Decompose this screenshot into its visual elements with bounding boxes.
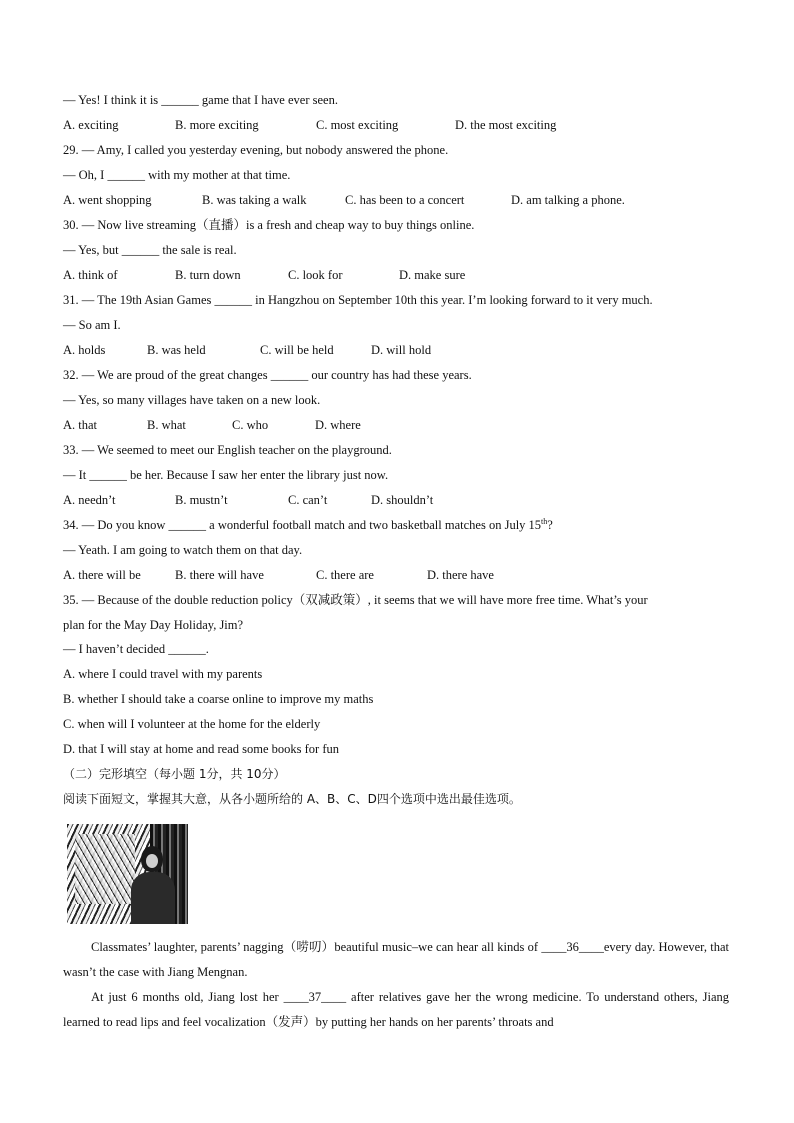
q30-question: 30. — Now live streaming（直播）is a fresh and cheap way to buy things online. bbox=[63, 218, 475, 232]
q29-question: 29. — Amy, I called you yesterday evening, but nobody answered the phone. bbox=[63, 143, 449, 157]
photo-person-face bbox=[146, 854, 158, 868]
q33-option-b: B. mustn’t bbox=[175, 493, 228, 507]
passage-paragraph-2 bbox=[63, 985, 729, 1035]
q28-option-d: D. the most exciting bbox=[455, 118, 557, 132]
q33-option-c: C. can’t bbox=[288, 493, 328, 507]
q34-option-a: A. there will be bbox=[63, 568, 141, 582]
q35-option-d: D. that I will stay at home and read some books for fun bbox=[63, 742, 339, 756]
q34-option-b: B. there will have bbox=[175, 568, 264, 582]
q31-answer-line: — So am I. bbox=[63, 318, 121, 332]
passage-p2-text: At just 6 months old, Jiang lost her bbox=[91, 990, 284, 1004]
q35-answer-line: — I haven’t decided ______. bbox=[63, 642, 209, 656]
photo-light-rays bbox=[75, 834, 135, 904]
passage-paragraph-1 bbox=[63, 935, 729, 985]
q31-option-b: B. was held bbox=[147, 343, 206, 357]
q31-option-c: C. will be held bbox=[260, 343, 334, 357]
q30-option-c: C. look for bbox=[288, 268, 343, 282]
q28-option-a: A. exciting bbox=[63, 118, 119, 132]
q33-option-a: A. needn’t bbox=[63, 493, 116, 507]
q28-answer-line: — Yes! I think it is ______ game that I have ever seen. bbox=[63, 93, 338, 107]
q29-answer-line: — Oh, I ______ with my mother at that time. bbox=[63, 168, 291, 182]
blank-36: ____36____ bbox=[541, 940, 604, 954]
q29-option-d: D. am talking a phone. bbox=[511, 193, 625, 207]
q31-option-a: A. holds bbox=[63, 343, 106, 357]
q34-question-text: 34. — Do you know ______ a wonderful football match and two basketball matches on July 15 bbox=[63, 518, 542, 532]
q32-option-a: A. that bbox=[63, 418, 98, 432]
passage-p1-text: Classmates’ laughter, parents’ nagging（唠叨）beautiful music–we can hear all kinds of bbox=[91, 940, 542, 954]
q33-answer-line: — It ______ be her. Because I saw her enter the library just now. bbox=[63, 468, 389, 482]
q34-option-d: D. there have bbox=[427, 568, 494, 582]
q29-option-b: B. was taking a walk bbox=[202, 193, 307, 207]
q34-question bbox=[63, 517, 553, 533]
q29-option-a: A. went shopping bbox=[63, 193, 152, 207]
q34-answer-line: — Yeath. I am going to watch them on that day. bbox=[63, 543, 303, 557]
passage-photo bbox=[67, 824, 188, 924]
q31-option-d: D. will hold bbox=[371, 343, 432, 357]
q33-option-d: D. shouldn’t bbox=[371, 493, 434, 507]
q35-option-a: A. where I could travel with my parents bbox=[63, 667, 263, 681]
q35-question-cont: plan for the May Day Holiday, Jim? bbox=[63, 618, 244, 632]
passage-p2-text-cont: after relatives gave her the wrong medicine. To understand others, Jiang learned to read lips and feel vocalization（发声）by putting her hands on her parents’ throats and bbox=[63, 990, 729, 1029]
q29-option-c: C. has been to a concert bbox=[345, 193, 465, 207]
q28-option-c: C. most exciting bbox=[316, 118, 399, 132]
q33-question: 33. — We seemed to meet our English teacher on the playground. bbox=[63, 443, 392, 457]
q35-question: 35. — Because of the double reduction policy（双减政策）, it seems that we will have more free time. What’s your bbox=[63, 593, 648, 607]
q28-option-b: B. more exciting bbox=[175, 118, 259, 132]
q34-option-c: C. there are bbox=[316, 568, 374, 582]
photo-person-body bbox=[131, 872, 175, 924]
q32-question: 32. — We are proud of the great changes ______ our country has had these years. bbox=[63, 368, 472, 382]
q30-option-b: B. turn down bbox=[175, 268, 241, 282]
q34-question-mark: ? bbox=[547, 518, 553, 532]
q31-question: 31. — The 19th Asian Games ______ in Hangzhou on September 10th this year. I’m looking forward to it very much. bbox=[63, 293, 653, 307]
q32-option-d: D. where bbox=[315, 418, 361, 432]
q32-answer-line: — Yes, so many villages have taken on a new look. bbox=[63, 393, 321, 407]
q35-option-b: B. whether I should take a coarse online to improve my maths bbox=[63, 692, 374, 706]
blank-37: ____37____ bbox=[283, 990, 347, 1004]
section-heading: （二）完形填空（每小题 1分，共 10分） bbox=[63, 767, 286, 781]
q32-option-c: C. who bbox=[232, 418, 269, 432]
q35-option-c: C. when will I volunteer at the home for the elderly bbox=[63, 717, 321, 731]
q30-option-a: A. think of bbox=[63, 268, 118, 282]
passage-p1-text-cont: every day. However, that wasn’t the case with Jiang Mengnan. bbox=[63, 940, 729, 979]
q30-option-d: D. make sure bbox=[399, 268, 466, 282]
q34-ordinal-suffix: th bbox=[541, 516, 548, 526]
q32-option-b: B. what bbox=[147, 418, 186, 432]
q30-answer-line: — Yes, but ______ the sale is real. bbox=[63, 243, 237, 257]
section-instructions: 阅读下面短文，掌握其大意，从各小题所给的 A、B、C、D四个选项中选出最佳选项。 bbox=[63, 792, 521, 806]
